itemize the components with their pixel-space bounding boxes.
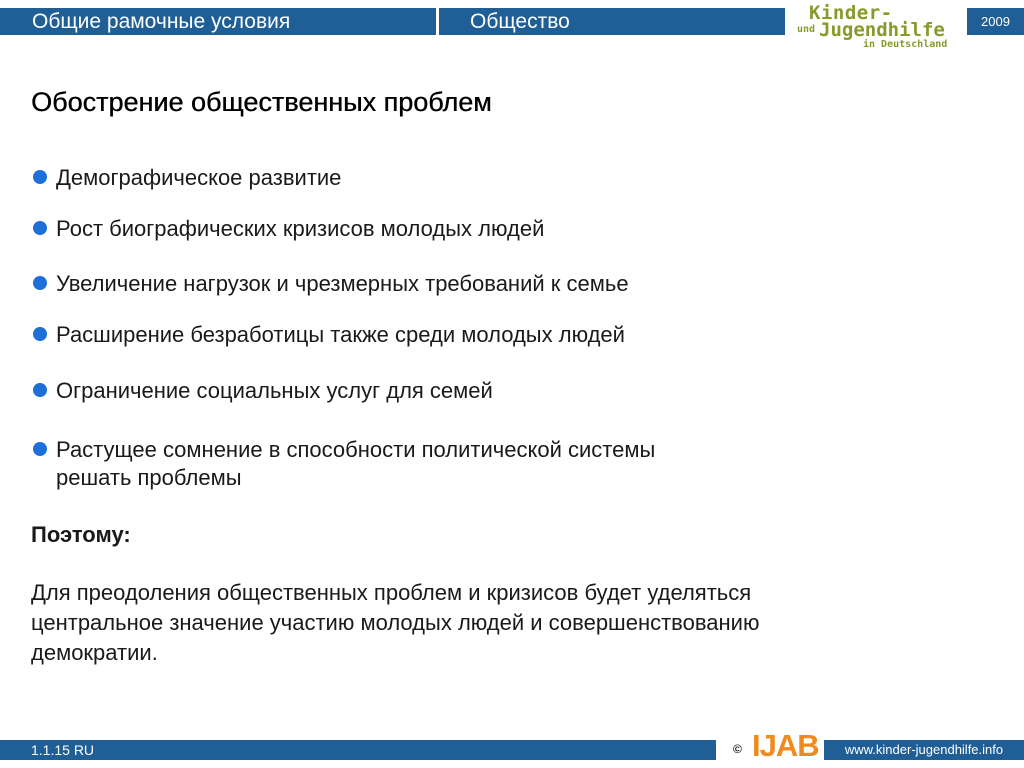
copyright-icon: © <box>733 742 742 756</box>
bullet-text: Растущее сомнение в способности политической системы <box>56 437 656 462</box>
topic-label: Общество <box>439 8 785 35</box>
bullet-icon <box>33 442 47 456</box>
bullet-text: Рост биографических кризисов молодых людей <box>56 216 545 241</box>
year-badge: 2009 <box>967 8 1024 35</box>
conclusion-line: демократии. <box>31 640 158 665</box>
bullet-icon <box>33 327 47 341</box>
conclusion-paragraph <box>31 578 931 668</box>
ijab-logo: IJAB <box>752 728 819 763</box>
conclusion-heading: Поэтому: <box>31 522 131 547</box>
slide-number: 1.1.15 RU <box>0 740 716 760</box>
conclusion-line: Для преодоления общественных проблем и кризисов будет уделяться <box>31 580 752 605</box>
website-link[interactable]: www.kinder-jugendhilfe.info <box>824 740 1024 760</box>
bullet-text: решать проблемы <box>56 465 242 490</box>
logo-text-kinder: Kinder- <box>809 2 893 24</box>
conclusion-line: центральное значение участию молодых людей и совершенствованию <box>31 610 760 635</box>
section-label: Общие рамочные условия <box>0 8 436 35</box>
kinder-jugendhilfe-logo <box>797 2 962 52</box>
logo-text-und: und <box>797 24 816 35</box>
slide-title: Обострение общественных проблем <box>31 87 492 117</box>
bullet-text: Ограничение социальных услуг для семей <box>56 378 493 403</box>
logo-text-deutschland: in Deutschland <box>863 39 948 50</box>
bullet-icon <box>33 221 47 235</box>
bullet-icon <box>33 383 47 397</box>
bullet-icon <box>33 276 47 290</box>
logo-text-jugendhilfe: Jugendhilfe <box>819 19 945 41</box>
bullet-text: Увеличение нагрузок и чрезмерных требований к семье <box>56 271 629 296</box>
bullet-text: Демографическое развитие <box>56 165 342 190</box>
bullet-text: Расширение безработицы также среди молодых людей <box>56 322 625 347</box>
bullet-icon <box>33 170 47 184</box>
